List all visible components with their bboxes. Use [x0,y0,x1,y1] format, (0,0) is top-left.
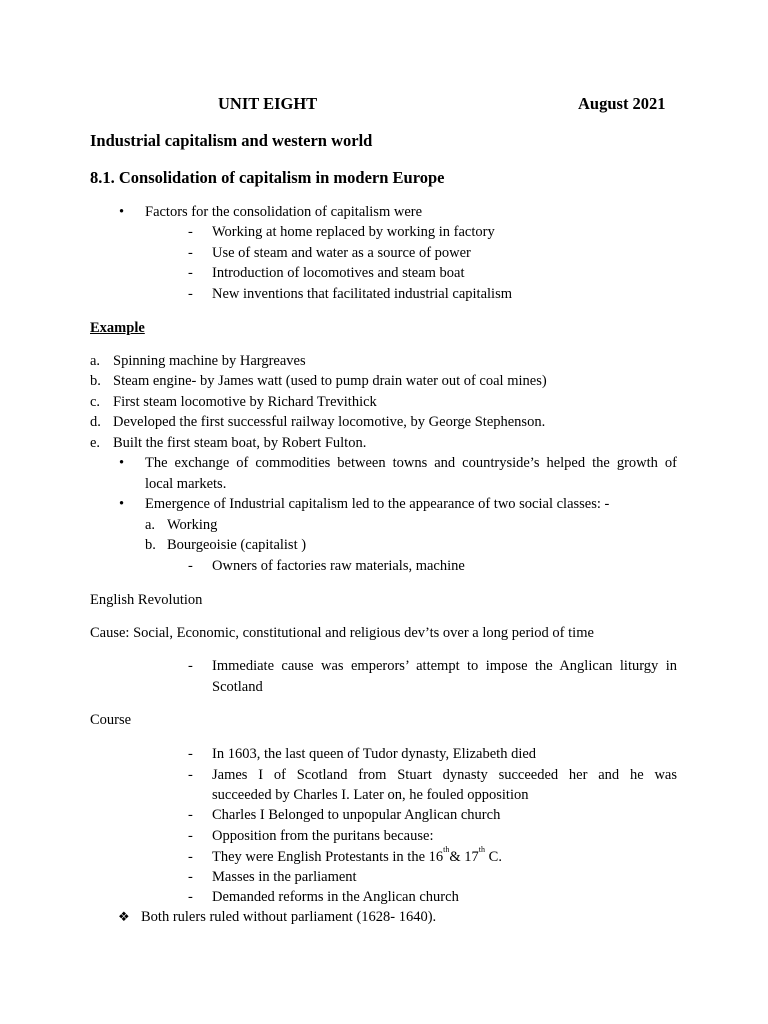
course-item-line-2: succeeded by Charles I. Later on, he fouled opposition [212,787,529,803]
ordinal-suffix: th [443,845,450,854]
ordinal-suffix: th [478,845,486,854]
cause-text: Cause: Social, Economic, constitutional and religious dev’ts over a long period of time [90,625,594,641]
factor-item: Introduction of locomotives and steam boat [212,265,465,281]
social-class-item: Working [167,517,218,533]
unit-title: UNIT EIGHT [218,94,318,113]
dash-marker: - [188,658,193,674]
dash-marker: - [188,286,193,302]
course-item-protestants [212,847,502,867]
example-item: First steam locomotive by Richard Trevithick [113,394,377,410]
dash-marker: - [188,746,193,762]
bourgeoisie-detail: Owners of factories raw materials, machine [212,558,465,574]
immediate-cause-line-1: Immediate cause was emperors’ attempt to impose the Anglican liturgy in [212,658,677,674]
course-item: In 1603, the last queen of Tudor dynasty, Elizabeth died [212,746,537,762]
example-item: Developed the first successful railway locomotive, by George Stephenson. [113,414,546,430]
protestants-text: They were English Protestants in the 16 [212,849,444,865]
dash-marker: - [188,889,193,905]
dash-marker: - [188,224,193,240]
document-title: Industrial capitalism and western world [90,131,373,150]
course-item: Charles I Belonged to unpopular Anglican church [212,807,501,823]
section-heading: 8.1. Consolidation of capitalism in modern Europe [90,168,445,187]
bullet-icon: • [119,204,125,220]
list-marker: e. [90,435,101,451]
list-marker: a. [145,517,156,533]
dash-marker: - [188,245,193,261]
course-item: Opposition from the puritans because: [212,828,434,844]
bullet-icon: • [119,455,125,471]
dash-marker: - [188,807,193,823]
protestants-text: & 17 [449,849,479,865]
example-heading: Example [90,320,145,336]
example-item: Built the first steam boat, by Robert Fulton. [113,435,367,451]
dash-marker: - [188,849,193,865]
dash-marker: - [188,869,193,885]
list-marker: b. [90,373,101,389]
example-item: Steam engine- by James watt (used to pump drain water out of coal mines) [113,373,547,389]
list-marker: c. [90,394,101,410]
header-date: August 2021 [578,94,666,113]
diamond-bullet-icon: ❖ [118,909,130,924]
course-item: Masses in the parliament [212,869,357,885]
immediate-cause-line-2: Scotland [212,679,263,695]
final-note: Both rulers ruled without parliament (1628- 1640). [141,909,437,925]
dash-marker: - [188,767,193,783]
example-item: Spinning machine by Hargreaves [113,353,306,369]
exchange-line-2: local markets. [145,476,227,492]
course-heading: Course [90,712,132,728]
factor-item: Use of steam and water as a source of power [212,245,471,261]
list-marker: b. [145,537,156,553]
factors-intro: Factors for the consolidation of capitalism were [145,204,423,220]
bullet-icon: • [119,496,125,512]
list-marker: a. [90,353,101,369]
emergence-text: Emergence of Industrial capitalism led to the appearance of two social classes: - [145,496,610,512]
protestants-text: C. [485,849,502,865]
exchange-line-1: The exchange of commodities between towns and countryside’s helped the growth of [145,455,677,471]
social-class-item: Bourgeoisie (capitalist ) [167,537,307,553]
list-marker: d. [90,414,101,430]
factor-item: Working at home replaced by working in factory [212,224,495,240]
course-item: Demanded reforms in the Anglican church [212,889,459,905]
english-revolution-heading: English Revolution [90,592,203,608]
dash-marker: - [188,558,193,574]
factor-item: New inventions that facilitated industrial capitalism [212,286,512,302]
dash-marker: - [188,265,193,281]
course-item-line-1: James I of Scotland from Stuart dynasty succeeded her and he was [212,767,677,783]
dash-marker: - [188,828,193,844]
